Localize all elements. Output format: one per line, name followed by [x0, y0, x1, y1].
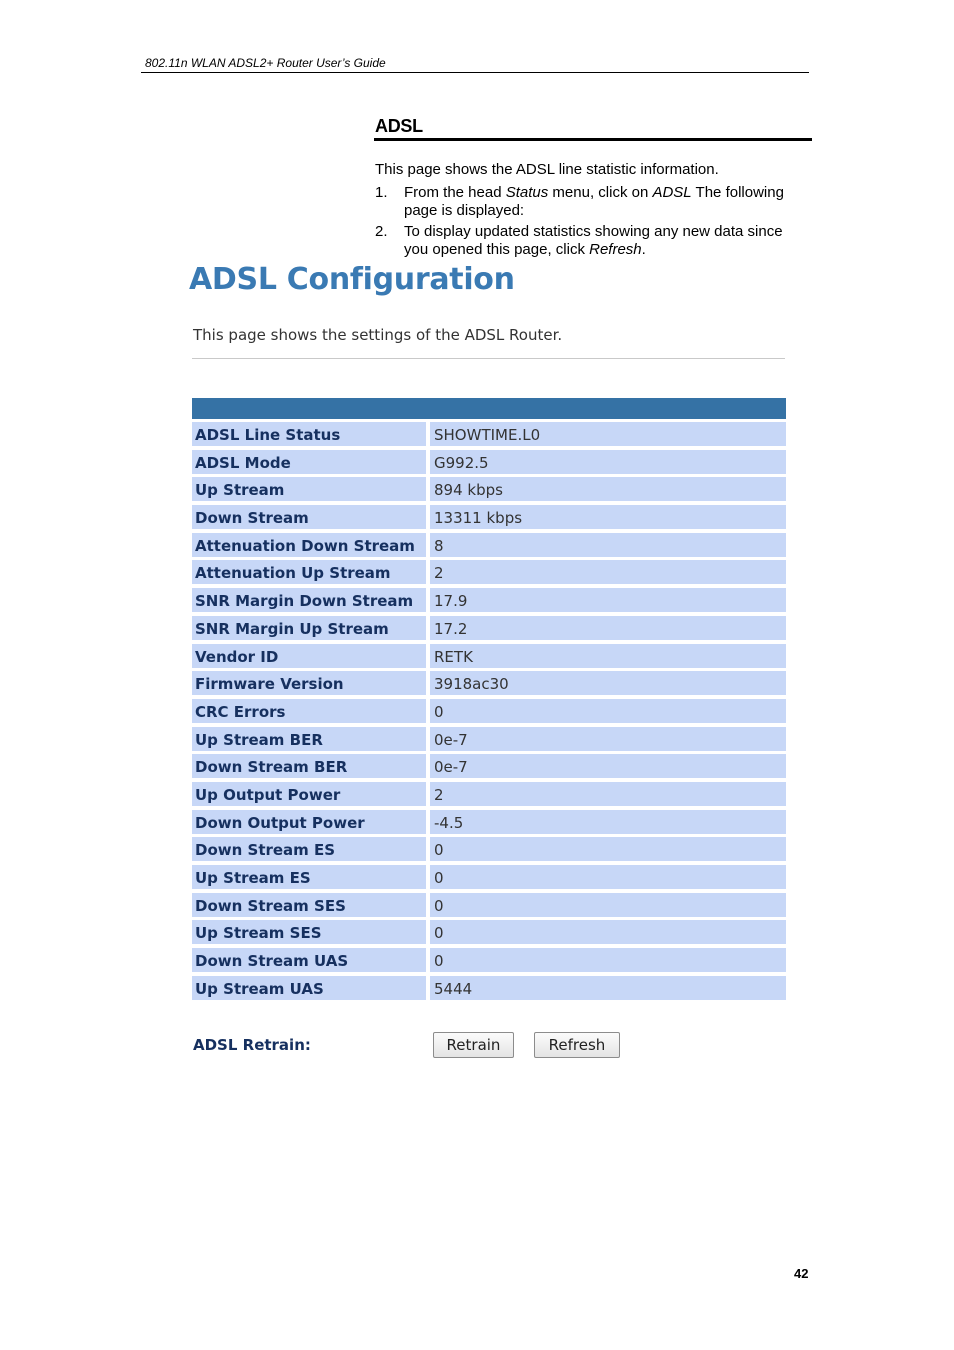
- table-row: [192, 422, 786, 446]
- row-label: Up Stream UAS: [192, 976, 426, 1000]
- section-title: ADSL: [375, 116, 423, 136]
- row-value: 2: [430, 782, 786, 806]
- row-value: 17.9: [430, 588, 786, 612]
- section-rule: [374, 138, 812, 141]
- row-value: 0: [430, 920, 786, 944]
- step-text-part: .: [641, 241, 646, 258]
- step-text: [404, 223, 805, 259]
- table-row: [192, 505, 786, 529]
- running-header: 802.11n WLAN ADSL2+ Router User’s Guide: [145, 56, 386, 70]
- page-number: 42: [794, 1266, 809, 1281]
- row-value: 17.2: [430, 616, 786, 640]
- step-text-part: From the head: [404, 184, 506, 201]
- row-label: Up Output Power: [192, 782, 426, 806]
- row-value: 0: [430, 865, 786, 889]
- step-number: 1.: [375, 184, 388, 201]
- row-value: 13311 kbps: [430, 505, 786, 529]
- table-row: [192, 893, 786, 917]
- adsl-status-table: [192, 422, 786, 1003]
- table-header-bar: [192, 398, 786, 419]
- refresh-button[interactable]: Refresh: [534, 1032, 620, 1058]
- row-value: G992.5: [430, 450, 786, 474]
- step-text-part: The following page is displayed:: [404, 184, 784, 219]
- row-value: 0: [430, 699, 786, 723]
- table-row: [192, 754, 786, 778]
- intro-paragraph: This page shows the ADSL line statistic information.: [375, 161, 719, 178]
- step-number: 2.: [375, 223, 388, 240]
- steps-list: [375, 184, 805, 262]
- table-row: [192, 644, 786, 668]
- row-label: SNR Margin Up Stream: [192, 616, 426, 640]
- config-description: This page shows the settings of the ADSL Router.: [193, 326, 563, 344]
- row-value: -4.5: [430, 810, 786, 834]
- row-label: Down Stream ES: [192, 837, 426, 861]
- retrain-button[interactable]: Retrain: [433, 1032, 514, 1058]
- table-row: [192, 699, 786, 723]
- table-row: [192, 616, 786, 640]
- table-row: [192, 837, 786, 861]
- row-label: Down Stream: [192, 505, 426, 529]
- table-row: [192, 920, 786, 944]
- row-label: CRC Errors: [192, 699, 426, 723]
- step-emphasis: Refresh: [589, 241, 642, 258]
- row-label: Firmware Version: [192, 671, 426, 695]
- row-label: Down Stream UAS: [192, 948, 426, 972]
- row-label: ADSL Mode: [192, 450, 426, 474]
- row-value: 8: [430, 533, 786, 557]
- config-page-title: ADSL Configuration: [189, 262, 515, 297]
- adsl-retrain-label: ADSL Retrain:: [193, 1036, 311, 1054]
- table-row: [192, 948, 786, 972]
- row-value: 5444: [430, 976, 786, 1000]
- row-value: SHOWTIME.L0: [430, 422, 786, 446]
- row-label: ADSL Line Status: [192, 422, 426, 446]
- table-row: [192, 533, 786, 557]
- header-rule: [141, 72, 809, 73]
- row-value: 0: [430, 893, 786, 917]
- config-divider: [192, 358, 785, 359]
- table-row: [192, 588, 786, 612]
- step-text: [404, 184, 805, 220]
- row-value: 0e-7: [430, 754, 786, 778]
- step-emphasis: Status: [505, 184, 549, 201]
- row-label: Attenuation Down Stream: [192, 533, 426, 557]
- table-row: [192, 810, 786, 834]
- step-item: [375, 184, 805, 220]
- table-row: [192, 782, 786, 806]
- row-value: 0: [430, 948, 786, 972]
- row-value: 0e-7: [430, 727, 786, 751]
- row-label: Down Output Power: [192, 810, 426, 834]
- row-label: Up Stream SES: [192, 920, 426, 944]
- row-value: 0: [430, 837, 786, 861]
- table-row: [192, 727, 786, 751]
- row-label: Down Stream BER: [192, 754, 426, 778]
- table-row: [192, 671, 786, 695]
- step-emphasis: ADSL: [652, 184, 692, 201]
- row-label: Up Stream BER: [192, 727, 426, 751]
- row-label: Down Stream SES: [192, 893, 426, 917]
- row-value: 3918ac30: [430, 671, 786, 695]
- row-value: 894 kbps: [430, 477, 786, 501]
- row-value: 2: [430, 560, 786, 584]
- row-label: SNR Margin Down Stream: [192, 588, 426, 612]
- table-row: [192, 450, 786, 474]
- row-label: Up Stream ES: [192, 865, 426, 889]
- row-value: RETK: [430, 644, 786, 668]
- row-label: Attenuation Up Stream: [192, 560, 426, 584]
- step-text-part: To display updated statistics showing any new data since you opened this page, click: [404, 223, 783, 258]
- row-label: Up Stream: [192, 477, 426, 501]
- table-row: [192, 477, 786, 501]
- table-row: [192, 976, 786, 1000]
- table-row: [192, 560, 786, 584]
- step-text-part: menu, click on: [548, 184, 653, 201]
- step-item: [375, 223, 805, 259]
- row-label: Vendor ID: [192, 644, 426, 668]
- table-row: [192, 865, 786, 889]
